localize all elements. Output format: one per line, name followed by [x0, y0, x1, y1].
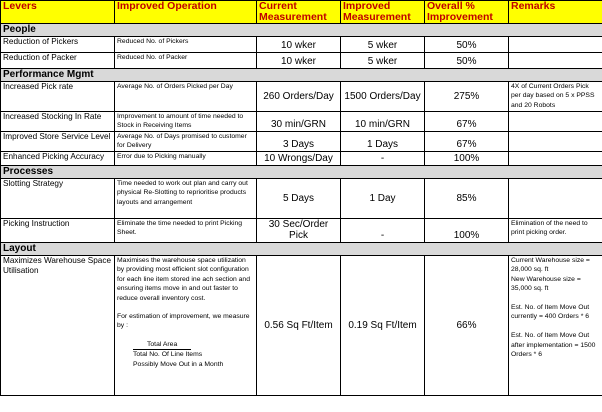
section-layout — [1, 243, 602, 256]
section-label: People — [1, 24, 602, 37]
overall-cell: 67% — [425, 112, 509, 132]
header-row — [1, 1, 602, 24]
table-row — [1, 219, 602, 243]
table-row — [1, 179, 602, 219]
table-row — [1, 37, 602, 53]
improved-cell: 10 min/GRN — [341, 112, 425, 132]
improved-cell: 1 Day — [341, 179, 425, 219]
lever-cell: Increased Stocking In Rate — [1, 112, 115, 132]
improved-cell: - — [341, 219, 425, 243]
operation-text: Maximises the warehouse space utilization by providing most efficient slot configuration for each line item stored ine ach section and ensuring items move in and out faster to reduce overall inventory cost. — [117, 257, 250, 302]
formula-denominator: Total No. Of Line Items — [133, 351, 203, 359]
lever-cell: Increased Pick rate — [1, 82, 115, 112]
operation-cell: Average No. of Orders Picked per Day — [115, 82, 257, 112]
lever-cell: Enhanced Picking Accuracy — [1, 152, 115, 166]
operation-cell: Reduced No. of Packer — [115, 53, 257, 69]
operation-cell: Improvement to amount of time needed to Stock in Receiving Items — [115, 112, 257, 132]
current-cell: 0.56 Sq Ft/Item — [257, 256, 341, 396]
improved-cell: - — [341, 152, 425, 166]
section-performance — [1, 69, 602, 82]
improved-cell: 1500 Orders/Day — [341, 82, 425, 112]
current-cell: 30 Sec/Order Pick — [257, 219, 341, 243]
table-row — [1, 82, 602, 112]
table-row — [1, 53, 602, 69]
current-cell: 10 Wrongs/Day — [257, 152, 341, 166]
lever-cell: Picking Instruction — [1, 219, 115, 243]
remark-cell: Current Warehouse size = 28,000 sq. ft New Warehouse size = 35,000 sq. ft Est. No. of Item Move Out currently = 400 Orders * 6 Est. No. of Item Move Out after implementation = 1500 Orders * 6 — [509, 256, 602, 396]
remark-cell: 4X of Current Orders Pick per day based on 5 x PPSS and 20 Robots — [509, 82, 602, 112]
remark-cell — [509, 112, 602, 132]
lever-cell: Slotting Strategy — [1, 179, 115, 219]
current-cell: 260 Orders/Day — [257, 82, 341, 112]
table-row — [1, 256, 602, 396]
table-row — [1, 112, 602, 132]
operation-cell — [115, 256, 257, 396]
section-people — [1, 24, 602, 37]
current-cell: 10 wker — [257, 37, 341, 53]
current-cell: 30 min/GRN — [257, 112, 341, 132]
overall-cell: 67% — [425, 132, 509, 152]
section-label: Layout — [1, 243, 602, 256]
overall-cell: 50% — [425, 37, 509, 53]
table-row — [1, 152, 602, 166]
table-row — [1, 132, 602, 152]
lever-cell: Reduction of Pickers — [1, 37, 115, 53]
formula — [117, 340, 254, 369]
remark-cell — [509, 152, 602, 166]
improved-cell: 5 wker — [341, 53, 425, 69]
formula-numerator: Total Area — [133, 340, 191, 350]
operation-cell: Time needed to work out plan and carry out physical Re-Slotting to reprioritise products layouts and arrangement — [115, 179, 257, 219]
overall-cell: 66% — [425, 256, 509, 396]
overall-cell: 275% — [425, 82, 509, 112]
lever-cell: Improved Store Service Level — [1, 132, 115, 152]
remark-cell: Elimination of the need to print picking order. — [509, 219, 602, 243]
remark-cell — [509, 37, 602, 53]
header-current-measurement: Current Measurement — [257, 1, 341, 24]
operation-cell: Average No. of Days promised to customer for Delivery — [115, 132, 257, 152]
section-processes — [1, 166, 602, 179]
header-improved-operation: Improved Operation — [115, 1, 257, 24]
header-overall-improvement: Overall % Improvement — [425, 1, 509, 24]
overall-cell: 100% — [425, 219, 509, 243]
section-label: Performance Mgmt — [1, 69, 602, 82]
overall-cell: 100% — [425, 152, 509, 166]
remark-cell — [509, 53, 602, 69]
current-cell: 10 wker — [257, 53, 341, 69]
improved-cell: 1 Days — [341, 132, 425, 152]
lever-cell: Maximizes Warehouse Space Utilisation — [1, 256, 115, 396]
remark-cell — [509, 179, 602, 219]
remark-cell — [509, 132, 602, 152]
overall-cell: 85% — [425, 179, 509, 219]
improved-cell: 5 wker — [341, 37, 425, 53]
lever-cell: Reduction of Packer — [1, 53, 115, 69]
operation-cell: Eliminate the time needed to print Picking Sheet. — [115, 219, 257, 243]
header-improved-measurement: Improved Measurement — [341, 1, 425, 24]
operation-cell: Error due to Picking manually — [115, 152, 257, 166]
operation-measure-text: For estimation of improvement, we measure by : — [117, 313, 250, 330]
improved-cell: 0.19 Sq Ft/Item — [341, 256, 425, 396]
operation-cell: Reduced No. of Pickers — [115, 37, 257, 53]
section-label: Processes — [1, 166, 602, 179]
current-cell: 5 Days — [257, 179, 341, 219]
current-cell: 3 Days — [257, 132, 341, 152]
header-levers: Levers — [1, 1, 115, 24]
header-remarks: Remarks — [509, 1, 602, 24]
overall-cell: 50% — [425, 53, 509, 69]
formula-denominator-line2: Possibly Move Out in a Month — [133, 360, 224, 368]
